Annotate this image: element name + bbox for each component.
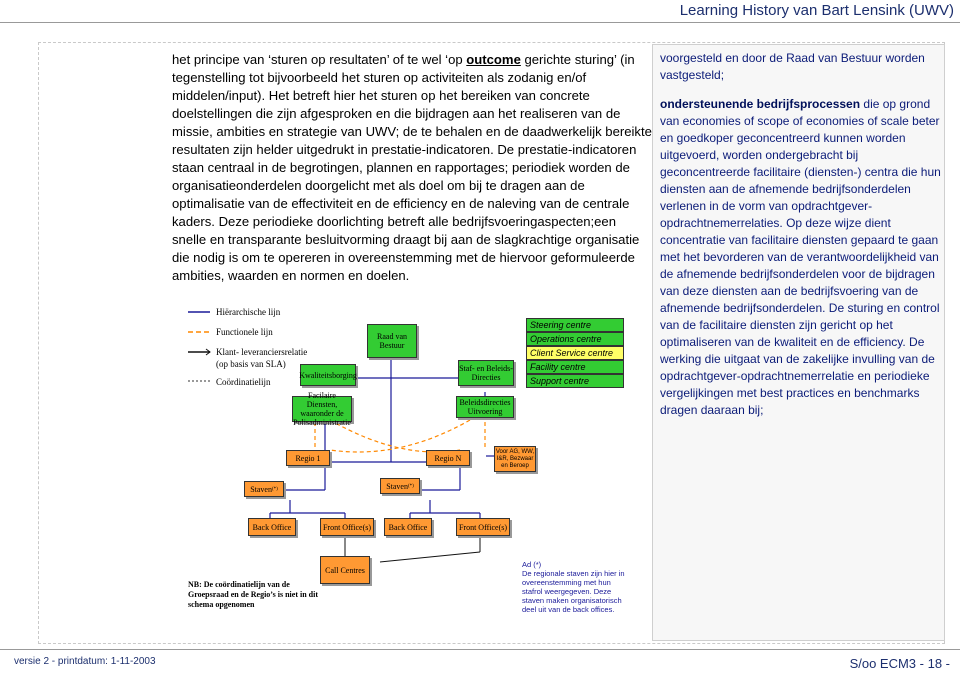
box-front-office-2: Front Office(s): [456, 518, 510, 536]
bold-term-ondersteunende: ondersteunende bedrijfsprocessen: [660, 97, 861, 111]
box-raad-van-bestuur: Raad van Bestuur: [367, 324, 417, 358]
note-ad-body: De regionale staven zijn hier in overeenstemming met hun stafrol weergegeven. Deze staven maken organisatorisch deel uit van de back offices.: [522, 569, 625, 614]
staven-2-sup: (*): [407, 483, 414, 489]
header-divider: [0, 22, 960, 23]
document-header-title: Learning History van Bart Lensink (UWV): [679, 2, 954, 19]
staven-1-label: Staven: [250, 484, 272, 494]
stack-operations-centre: Operations centre: [526, 332, 624, 346]
stack-client-service-centre: Client Service centre: [526, 346, 624, 360]
box-front-office-1: Front Office(s): [320, 518, 374, 536]
footer-divider: [0, 649, 960, 650]
note-ad: [522, 560, 632, 614]
main-paragraph-body: gerichte sturing’ (in tegenstelling tot bijvoorbeeld het sturen op activiteiten als zodanig en/of middelen/input). Het betreft hier het sturen op het bereiken van concrete doelstellingen die zijn afgesproken en die bijdragen aan het realiseren van de missie, ambities en strategie van UWV; de te behalen en de daadwerkelijk bereikte resultaten zijn helder uitgedrukt in prestatie-indicatoren. De prestatie-indicatoren staan centraal in de begrotingen, plannen en rapportages; periodiek worden de organisatieonderdelen doorgelicht met als doel om bij te dragen aan de optimalisatie van de effectiviteit en de efficiency en de naleving van de centrale kaders. Deze periodieke doorlichting betreft alle bedrijfsvoeringaspecten;een snelle en transparante besluitvorming draagt bij aan de slagkrachtige organisatie die nodig is om te opereren in overeenstemming met de hiervoor geformuleerde ambities, waarden en normen en doelen.: [172, 52, 652, 283]
staven-2-label: Staven: [386, 481, 408, 491]
legend-client-1: Klant- leveranciersrelatie: [216, 347, 308, 357]
staven-1-sup: (*): [271, 486, 278, 492]
box-staven-1: [244, 481, 284, 497]
stack-facility-centre: Facility centre: [526, 360, 624, 374]
legend-hierarchical: Hiërarchische lijn: [216, 307, 281, 317]
legend-client-2: (op basis van SLA): [216, 359, 286, 369]
box-regio-1: Regio 1: [286, 450, 330, 466]
box-staven-2: [380, 478, 420, 494]
stack-steering-centre: Steering centre: [526, 318, 624, 332]
box-kwaliteitsborging: Kwaliteitsborging: [300, 364, 356, 386]
right-body: die op grond van economies of scope of economies of scale beter en goedkoper geconcentreerd kunnen worden uitgevoerd, worden ondergebracht bij geconcentreerde facilitaire (diensten-) centra die hun diensten aan de afnemende bedrijfsonderdelen verlenen in de vorm van opdrachtgever-opdrachtnemerrelaties. Op deze wijze dient concentratie van facilitaire diensten gepaard te gaan met het bevorderen van de verantwoordelijkheid van de afnemende bedrijfsonderdelen voor de bijdragen van deze diensten aan de bedrijfsvoering van de afnemende bedrijfsonderdelen. De sturing en control van de facilitaire diensten zijn gericht op het optimaliseren van de kwaliteit en de efficiency. De werking die uitgaat van de zakelijke invulling van de opdrachtgever-opdrachtnemerrelatie en periodieke vergelijkingen met best practices en benchmarks dragen daaraan bij;: [660, 97, 941, 417]
box-voor-ag-ww: Voor AG, WW, I&R, Bezwaar en Beroep: [494, 446, 536, 472]
box-staf-beleidsdirecties: Staf- en Beleids-Directies: [458, 360, 514, 386]
main-paragraph: [172, 51, 652, 285]
box-back-office-1: Back Office: [248, 518, 296, 536]
box-regio-n: Regio N: [426, 450, 470, 466]
box-beleidsdirecties-uitvoering: Beleidsdirecties Uitvoering: [456, 396, 514, 418]
legend-functional: Functionele lijn: [216, 327, 273, 337]
note-ad-title: Ad (*): [522, 560, 542, 569]
box-back-office-2: Back Office: [384, 518, 432, 536]
footer-version: versie 2 - printdatum: 1-11-2003: [14, 656, 156, 667]
box-facilitaire-diensten: Facilaire Diensten, waaronder de Polisadministratie: [293, 391, 351, 427]
note-coordinatielijn: NB: De coördinatielijn van de Groepsraad en de Regio’s is niet in dit schema opgenomen: [188, 580, 319, 609]
footer-page-number: S/oo ECM3 - 18 -: [849, 656, 950, 671]
main-paragraph-intro: het principe van ‘sturen op resultaten’ of te wel ‘op: [172, 52, 467, 67]
right-column-text: [660, 50, 942, 419]
legend-coordination: Coördinatielijn: [216, 377, 271, 387]
stack-support-centre: Support centre: [526, 374, 624, 388]
outcome-term: outcome: [466, 52, 521, 67]
right-intro: voorgesteld en door de Raad van Bestuur worden vastgesteld;: [660, 51, 925, 82]
box-call-centres: Call Centres: [320, 556, 370, 584]
